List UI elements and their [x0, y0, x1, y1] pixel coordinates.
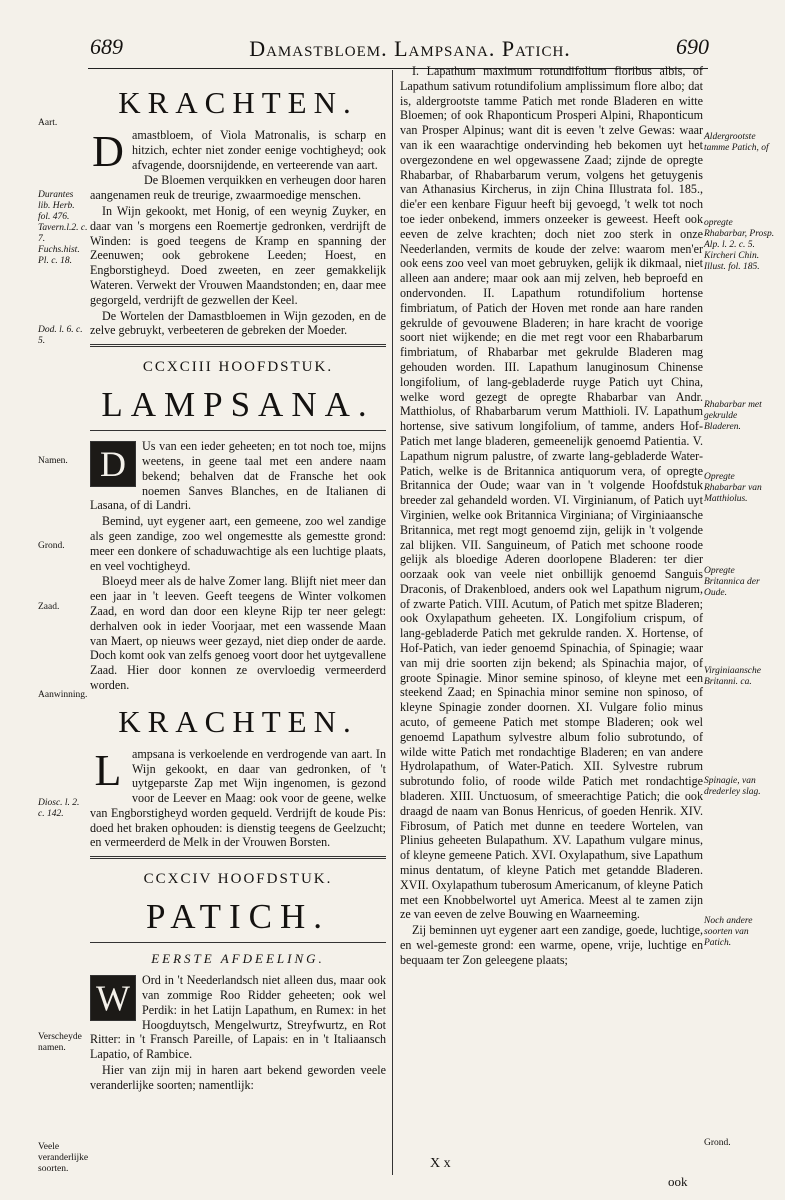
margin-note: Grond.	[38, 541, 65, 551]
paragraph: I. Lapathum maximum rotundifolium floribus albis, of Lapathum sativum rotundifolium amplissimum flore albo; dat is, aldergrootste tamme Patich met ronde Bladeren en witte Bloemen; of ook Rhaponticum Prosperi Alpini, Rhaponticum van Prosper Alpinus; want dit is eeven 't zelve Gewas: waar van ik een waarachtige ondervinding heb bekomen uyt het overgezondene en wel opgewassene Zaad; zijnde de opregte Rhabarbar, of Rhabarbarum verum, volgens het getuygenis van Athanasius Kircherus, in zijn China Illustrata fol. 185., die'er een kenbare Figuur heeft bij gevoegd, 't welk tot noch toe ieder onbekend, immers onzeeker is geweest. Heeft ook eeven de zelve krachten; doch niet zoo sterk in onze Neederlanden, vermits de koude der zelve: waarom men'er ook eens zoo veel van moet gebruyken, gelijk ik dikmaal, niet alleen aan andere; maar ook aan mij zelven, heb beproefd en ondervonden. II. Lapathum rotundifolium hortense fimbriatum, of Patich der Hoven met ronde aan hare randen gekrulde of gevouwene Bladeren; in hare kracht de voorige soort niet wijkende; en die met regt voor een Rhabarbarum fimbriatum, of Rhabarbar met gekrulde Bladeren mag gehouden worden. III. Lapathum lanuginosum Chinense longifolium, of lang-gebladerde ruyge Patich uyt China, welke word gezegt de opregte Rhabarbar van Andr. Matthiolus, of Rhabarbarum verum Matthioli. IV. Lapathum hortense, sive sativum longifolium, of tamme, anders Hof-Patich met lange bladeren, gemeenelijk genoemd Patientia. V. Lapathum nigrum palustre, of zwarte lang-gebladerde Water-Patich, welke is de Britannica antiquorum vera, of opregte Britannica der Oude; waar van in 't volgende Hoofdstuk breeder zal gehandeld worden. VI. Virginianum, of Patich uyt Virginien, welke ook Britannica Virginiana; of Virginiaansche Britannica, met regt mogt genoemd zijn, gelijk in 't volgende zal blijken. VII. Sanguineum, of Patich met schoone roode gelijk als bloedige Aderen doorlopene Bladeren: ter dier oorzaak ook van veele niet onbillijk genoemd Sanguis Draconis, of Drakenbloed, anders ook wel Lapathum nigrum, of zwarte Patich. VIII. Acutum, of Patich met spitze Bladeren; ook Oxylapathum geheeten. IX. Longifolium crispum, of lang-gebladerde Patich met gekrulde randen. X. Hortense, of Hof-Patich, van ieder genoemd Spinachia, of Spinagie; waar van mij drie soorten zijn bekend; als Spinachia major, of groote Spinagie. Minor semine spinoso, of kleyne met een steekend Zaad; en Spinachia minor semine non spinoso, of kleyne Spinagie zonder doornen. XI. Vulgare folio minus acuto, of gemeene Patich met stompe Bladeren; ook wel genoemd Lapathum sylvestre album folio subrotundo, of wilde witte Patich met rondachtige Bladeren; en van andere Hydrolapathum, of Water-Patich. XII. Sylvestre rubrum subrotundo folio, of roode wilde Patich met rondachtige bladeren. XIII. Unctuosum, of smeerachtige Patich; die ook draagd de naam van Bonus Henricus, of goeden Henrik. XIV. Fibrosum, of Patich met dunne en teedere Wortelen, van Plinius geheeten Bulapathum. XV. Lapathum vulgare minus, of kleyne gemeene Patich. XVI. Oxylapathum, sive Lapathum minus dentatum, of kleyne Patich met getandde Bladeren. XVII. Oxylapathum tuberosum Americanum, of kleyne Patich met een Knobbelwortel uyt America. Meest al te zamen zijn ze van eeven de zelve Bouwing en Waarneeming.	[400, 64, 703, 922]
section-title: KRACHTEN.	[118, 703, 358, 739]
paragraph	[90, 747, 386, 851]
margin-note: Zaad.	[38, 602, 60, 612]
margin-note: Virginiaansche Britanni. ca.	[704, 666, 761, 687]
paragraph: Bemind, uyt eygener aart, een gemeene, zoo wel zandige als geen zandige, zoo wel ongemestte als gemestte grond: meer een donkere of schaduwachtige als een luchtige plaats, en veel vochtigheyd.	[90, 514, 386, 573]
margin-note: Spinagie, van drederley slag.	[704, 776, 761, 797]
section-title: KRACHTEN.	[118, 85, 358, 120]
paragraph-text: amastbloem, of Viola Matronalis, is scharp en hitzich, echter niet zonder eenige vochtigheyd; ook afvagende, doorsnijdende, en verteerende van aart.	[132, 128, 386, 172]
margin-note: Aart.	[38, 118, 58, 128]
margin-note: opregte Rhabarbar, Prosp. Alp. l. 2. c. 5. Kircheri Chin. Illust. fol. 185.	[704, 218, 775, 272]
left-column	[90, 74, 386, 1094]
chapter-title: PATICH.	[145, 897, 331, 937]
signature-mark: X x	[430, 1156, 451, 1171]
margin-note: Aldergrootste tamme Patich, of	[704, 132, 769, 153]
paragraph: De Bloemen verquikken en verheugen door haren aangenamen reuk de treurige, zwaarmoedige menschen.	[90, 173, 386, 203]
paragraph: Hier van zijn mij in haren aart bekend geworden veele veranderlijke soorten; namentlijk:	[90, 1063, 386, 1092]
margin-note: Dod. l. 6. c. 5.	[38, 325, 83, 346]
drop-cap: D	[92, 127, 124, 176]
margin-note: Namen.	[38, 456, 68, 466]
krachten-section-2	[90, 705, 386, 851]
title-rule	[90, 430, 386, 431]
column-divider	[392, 70, 393, 1175]
section-rule	[90, 856, 386, 859]
page-number-right: 690	[676, 34, 709, 59]
patich-section	[90, 871, 386, 1092]
paragraph: De Wortelen der Damastbloemen in Wijn gezoden, en de zelve gebruykt, verbeeteren de gebreken der Moeder.	[90, 308, 386, 338]
margin-note: Verscheyde namen.	[38, 1032, 82, 1053]
catchword: ook	[668, 1174, 688, 1189]
paragraph: Zij beminnen uyt eygener aart een zandige, goede, luchtige, en wel-gemeste grond: een warme, opene, vrije, luchtige en bequaam ter Zon geleegene plaats;	[400, 923, 703, 967]
margin-note: Grond.	[704, 1138, 731, 1148]
drop-cap: D	[90, 441, 136, 487]
paragraph	[90, 439, 386, 513]
paragraph-text: Ord in 't Neederlandsch niet alleen dus, maar ook van zommige Roo Ridder geheeten; ook wel Perdik: in het Latijn Lapathum, en Rumex: in het Hoogduytsch, Mengelwurtz, Streyfwurtz, en Rot Ritter: in 't Fransch Pareille, of Lapais: en in 't Italiaansch Lapatio, of Rambice.	[90, 973, 386, 1062]
margin-note: Veele veranderlijke soorten.	[38, 1142, 89, 1174]
page-number-left: 689	[90, 34, 123, 59]
running-head: Damastbloem. Lampsana. Patich.	[249, 36, 571, 61]
drop-cap: W	[90, 975, 136, 1021]
drop-cap: L	[94, 745, 122, 795]
chapter-heading: CCXCIII HOOFDSTUK.	[142, 359, 334, 376]
paragraph	[90, 973, 386, 1062]
margin-note: Aanwinning.	[38, 690, 88, 700]
chapter-title: LAMPSANA.	[101, 385, 375, 425]
margin-note: Opregte Rhabarbar van Matthiolus.	[704, 472, 762, 504]
margin-note: Diosc. l. 2. c. 142.	[38, 798, 80, 819]
paragraph-text: ampsana is verkoelende en verdrogende van aart. In Wijn gekookt, en daar van gedronken, of 't uytgeparste Zap met Wijn ingenomen, is gezond voor de Leever en Maag: ook voor de geene, welke van Engborstigheyd worden gequeld. Verdrijft de koude Pis: doed het braken ophouden: is dienstig teegens de Geelzucht; en vermeerderd de Melk in der Vrouwen Borsten.	[90, 746, 386, 850]
paragraph: Bloeyd meer als de halve Zomer lang. Blijft niet meer dan een jaar in 't leeven. Geeft teegens de Winter volkomen Zaad, en word dan door een kleyne Rijp ter neer gelegt: derhalven ook in ieder Voorjaar, met een wassende Maan van Maert, op nieuws weer gezayd, niet diep onder de aarde. Doch komt ook van zelfs genoeg voort door het uytgevallene Zaad. Hier door konnen ze overvloedig vermeerderd worden.	[90, 574, 386, 692]
right-column	[400, 64, 703, 969]
krachten-section-1	[90, 86, 386, 338]
chapter-heading: CCXCIV HOOFDSTUK.	[143, 871, 333, 888]
lampsana-section	[90, 359, 386, 693]
paragraph: In Wijn gekookt, met Honig, of een weynig Zuyker, en daar van 's morgens een Roemertje gedronken, verdrijft de Winden: is goed teegens de Kramp en spanning der Zeenuwen; ook gebrokene Leeden; Hoest, en Engborstigheyd. Doed zweeten, en zeer gemakkelijk Wateren. Verwekt der Vrouwen Maandstonden; en, daar mee gegorgeld, verdrijft de gezwellen der Keel.	[90, 203, 386, 307]
section-subtitle: EERSTE AFDEELING.	[151, 951, 325, 967]
margin-note: Rhabarbar met gekrulde Bladeren.	[704, 400, 762, 432]
section-rule	[90, 344, 386, 347]
margin-note: Durantes lib. Herb. fol. 476. Tavern.l.2. c. 7. Fuchs.hist. Pl. c. 18.	[38, 190, 88, 266]
paragraph	[90, 127, 386, 176]
margin-note: Noch andere soorten van Patich.	[704, 916, 753, 948]
margin-note: Opregte Britannica der Oude.	[704, 566, 760, 598]
title-rule	[90, 942, 386, 943]
paragraph-text: Us van een ieder geheeten; en tot noch toe, mijns weetens, in geene taal met een andere naam bekend; behalven dat de Fransche het ook noemen Sanves Blanches, en de Italianen di Lasana, of di Landri.	[90, 439, 386, 513]
